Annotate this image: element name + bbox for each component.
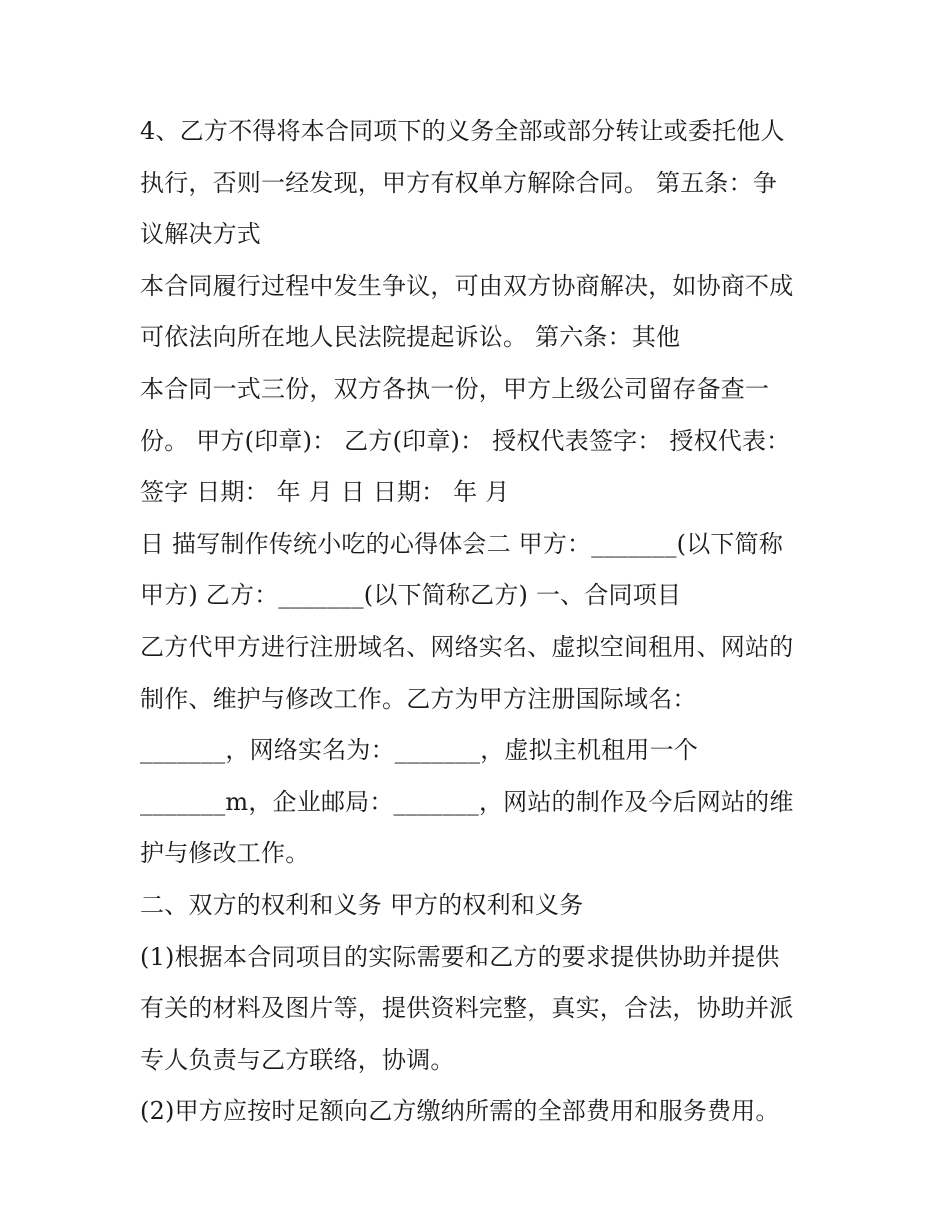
- text-line: 制作、维护与修改工作。乙方为甲方注册国际域名：: [140, 684, 697, 713]
- text-line: _______，网络实名为：_______，虚拟主机租用一个: [140, 736, 698, 765]
- text-line: _______m，企业邮局：_______，网站的制作及今后网站的维: [140, 787, 794, 816]
- text-line: 4、乙方不得将本合同项下的义务全部或部分转让或委托他人: [140, 117, 785, 145]
- text-line: 本合同一式三份，双方各执一份，甲方上级公司留存备查一: [140, 374, 770, 403]
- text-line: 日 描写制作传统小吃的心得体会二 甲方：_______(以下简称: [140, 529, 784, 558]
- text-line: 可依法向所在地人民法院提起诉讼。 第六条：其他: [140, 323, 681, 352]
- text-line: 执行，否则一经发现，甲方有权单方解除合同。 第五条：争: [140, 168, 778, 197]
- text-line: 二、双方的权利和义务 甲方的权利和义务: [140, 890, 584, 919]
- text-line: 甲方) 乙方：_______(以下简称乙方) 一、合同项目: [140, 581, 682, 610]
- text-line: 本合同履行过程中发生争议，可由双方协商解决，如协商不成: [140, 271, 794, 300]
- text-line: 护与修改工作。: [140, 839, 310, 868]
- text-line: 有关的材料及图片等，提供资料完整，真实，合法，协助并派: [140, 994, 794, 1023]
- text-line: 议解决方式: [140, 220, 261, 249]
- text-line: (2)甲方应按时足额向乙方缴纳所需的全部费用和服务费用。: [140, 1097, 780, 1126]
- text-line: 份。 甲方(印章)： 乙方(印章)： 授权代表签字： 授权代表：: [140, 426, 791, 455]
- text-line: 签字 日期： 年 月 日 日期： 年 月: [140, 478, 510, 507]
- text-line: (1)根据本合同项目的实际需要和乙方的要求提供协助并提供: [140, 942, 780, 971]
- text-line: 专人负责与乙方联络，协调。: [140, 1045, 455, 1074]
- document-body: [140, 106, 820, 1138]
- text-line: 乙方代甲方进行注册域名、网络实名、虚拟空间租用、网站的: [140, 632, 794, 661]
